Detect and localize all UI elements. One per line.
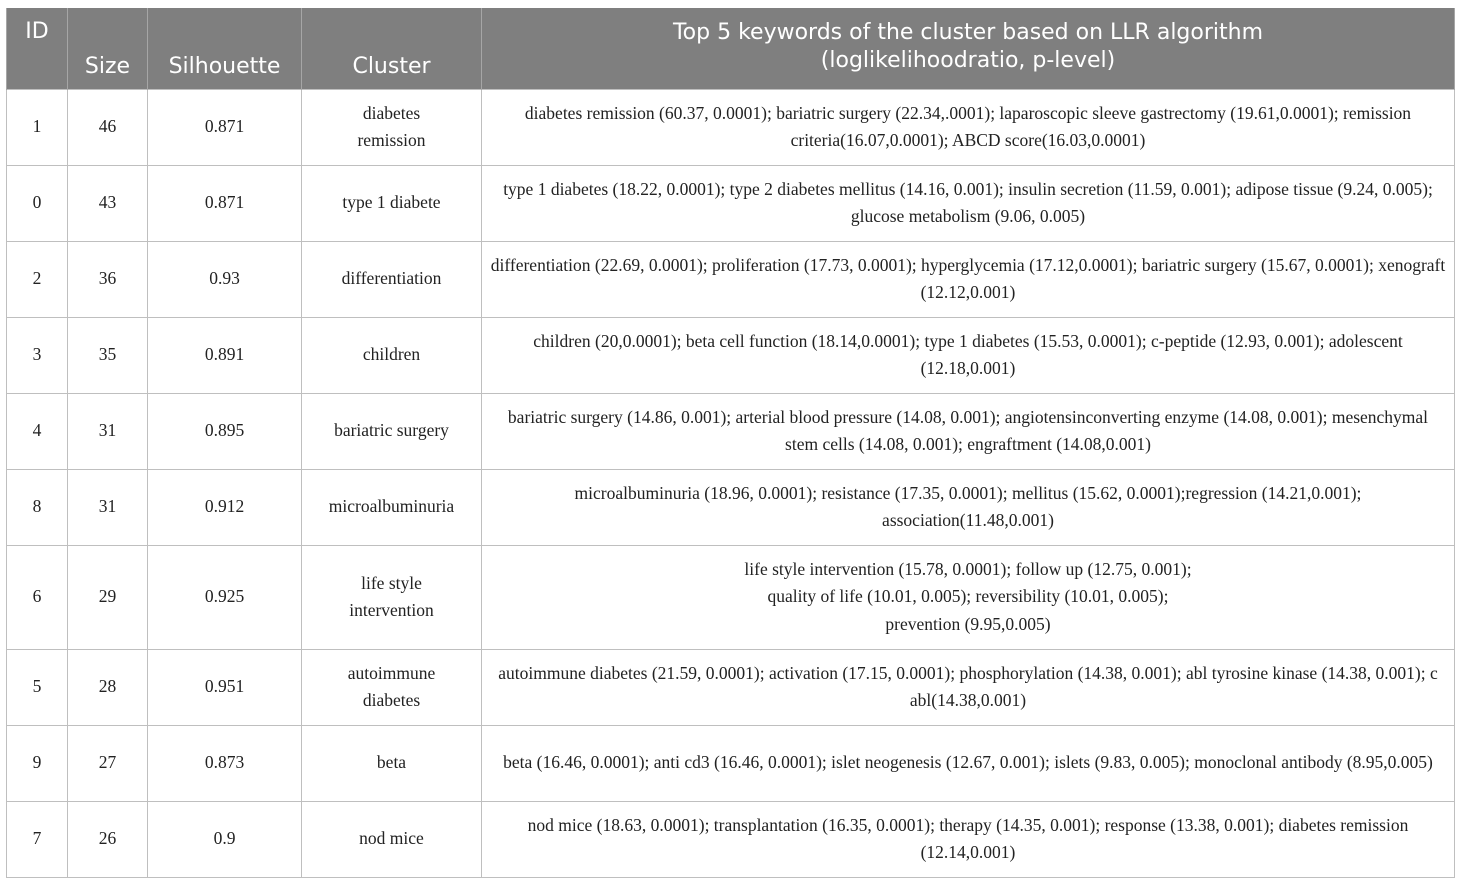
keywords-line: prevention (9.95,0.005) <box>885 613 1051 634</box>
cell-keywords <box>482 545 1455 649</box>
table-row <box>7 725 1455 801</box>
cell-cluster: autoimmune diabetes <box>302 649 482 725</box>
cell-keywords: type 1 diabetes (18.22, 0.0001); type 2 diabetes mellitus (14.16, 0.001); insulin secretion (11.59, 0.001); adipose tissue (9.24, 0.005); glucose metabolism (9.06, 0.005) <box>482 165 1455 241</box>
cell-cluster: beta <box>302 725 482 801</box>
cell-silhouette: 0.93 <box>148 241 302 317</box>
cluster-table-container <box>6 8 1454 878</box>
cell-keywords: differentiation (22.69, 0.0001); proliferation (17.73, 0.0001); hyperglycemia (17.12,0.0001); bariatric surgery (15.67, 0.0001); xenograft (12.12,0.001) <box>482 241 1455 317</box>
cell-cluster: nod mice <box>302 801 482 877</box>
cell-size: 31 <box>68 393 148 469</box>
cell-id: 9 <box>7 725 68 801</box>
cell-id: 1 <box>7 89 68 165</box>
cell-size: 29 <box>68 545 148 649</box>
cell-id: 7 <box>7 801 68 877</box>
cell-size: 46 <box>68 89 148 165</box>
cell-size: 28 <box>68 649 148 725</box>
cell-cluster: differentiation <box>302 241 482 317</box>
keywords-line: quality of life (10.01, 0.005); reversibility (10.01, 0.005); <box>767 586 1169 607</box>
cell-size: 27 <box>68 725 148 801</box>
cell-id: 3 <box>7 317 68 393</box>
cell-id: 5 <box>7 649 68 725</box>
cell-id: 2 <box>7 241 68 317</box>
cell-silhouette: 0.871 <box>148 165 302 241</box>
cell-silhouette: 0.895 <box>148 393 302 469</box>
cell-cluster: diabetes remission <box>302 89 482 165</box>
header-silhouette: Silhouette <box>148 8 302 89</box>
cell-keywords: diabetes remission (60.37, 0.0001); bariatric surgery (22.34,.0001); laparoscopic sleeve gastrectomy (19.61,0.0001); remission criteria(16.07,0.0001); ABCD score(16.03,0.0001) <box>482 89 1455 165</box>
cell-id: 4 <box>7 393 68 469</box>
cluster-keywords-table <box>6 8 1455 878</box>
cell-keywords: microalbuminuria (18.96, 0.0001); resistance (17.35, 0.0001); mellitus (15.62, 0.0001);regression (14.21,0.001); association(11.48,0.001) <box>482 469 1455 545</box>
header-size: Size <box>68 8 148 89</box>
table-row <box>7 241 1455 317</box>
cell-size: 35 <box>68 317 148 393</box>
cell-silhouette: 0.912 <box>148 469 302 545</box>
table-row <box>7 545 1455 649</box>
cell-size: 43 <box>68 165 148 241</box>
table-row <box>7 393 1455 469</box>
cell-id: 8 <box>7 469 68 545</box>
table-row <box>7 469 1455 545</box>
cell-keywords: autoimmune diabetes (21.59, 0.0001); activation (17.15, 0.0001); phosphorylation (14.38, 0.001); abl tyrosine kinase (14.38, 0.001); c abl(14.38,0.001) <box>482 649 1455 725</box>
header-keywords <box>482 8 1455 89</box>
cell-cluster: type 1 diabete <box>302 165 482 241</box>
cell-id: 6 <box>7 545 68 649</box>
cell-keywords: beta (16.46, 0.0001); anti cd3 (16.46, 0.0001); islet neogenesis (12.67, 0.001); islets (9.83, 0.005); monoclonal antibody (8.95,0.005) <box>482 725 1455 801</box>
cell-cluster: microalbuminuria <box>302 469 482 545</box>
cell-silhouette: 0.951 <box>148 649 302 725</box>
table-row <box>7 317 1455 393</box>
cell-silhouette: 0.871 <box>148 89 302 165</box>
header-id: ID <box>7 8 68 89</box>
table-row <box>7 649 1455 725</box>
cell-silhouette: 0.891 <box>148 317 302 393</box>
cell-cluster: children <box>302 317 482 393</box>
header-keywords-line1: Top 5 keywords of the cluster based on LLR algorithm <box>672 20 1264 46</box>
cell-cluster: life style intervention <box>302 545 482 649</box>
keywords-line: life style intervention (15.78, 0.0001); follow up (12.75, 0.001); <box>744 558 1192 579</box>
cell-keywords: nod mice (18.63, 0.0001); transplantation (16.35, 0.0001); therapy (14.35, 0.001); response (13.38, 0.001); diabetes remission (12.14,0.001) <box>482 801 1455 877</box>
table-header-row <box>7 8 1455 89</box>
cell-cluster: bariatric surgery <box>302 393 482 469</box>
cell-silhouette: 0.9 <box>148 801 302 877</box>
header-keywords-line2: (loglikelihoodratio, p-level) <box>820 48 1116 74</box>
cell-silhouette: 0.925 <box>148 545 302 649</box>
cell-size: 26 <box>68 801 148 877</box>
cell-keywords: children (20,0.0001); beta cell function (18.14,0.0001); type 1 diabetes (15.53, 0.0001); c-peptide (12.93, 0.001); adolescent (12.18,0.001) <box>482 317 1455 393</box>
table-row <box>7 165 1455 241</box>
cell-silhouette: 0.873 <box>148 725 302 801</box>
table-row <box>7 801 1455 877</box>
cell-keywords: bariatric surgery (14.86, 0.001); arterial blood pressure (14.08, 0.001); angiotensinconverting enzyme (14.08, 0.001); mesenchymal stem cells (14.08, 0.001); engraftment (14.08,0.001) <box>482 393 1455 469</box>
cell-size: 31 <box>68 469 148 545</box>
table-row <box>7 89 1455 165</box>
header-cluster: Cluster <box>302 8 482 89</box>
cell-id: 0 <box>7 165 68 241</box>
cell-size: 36 <box>68 241 148 317</box>
